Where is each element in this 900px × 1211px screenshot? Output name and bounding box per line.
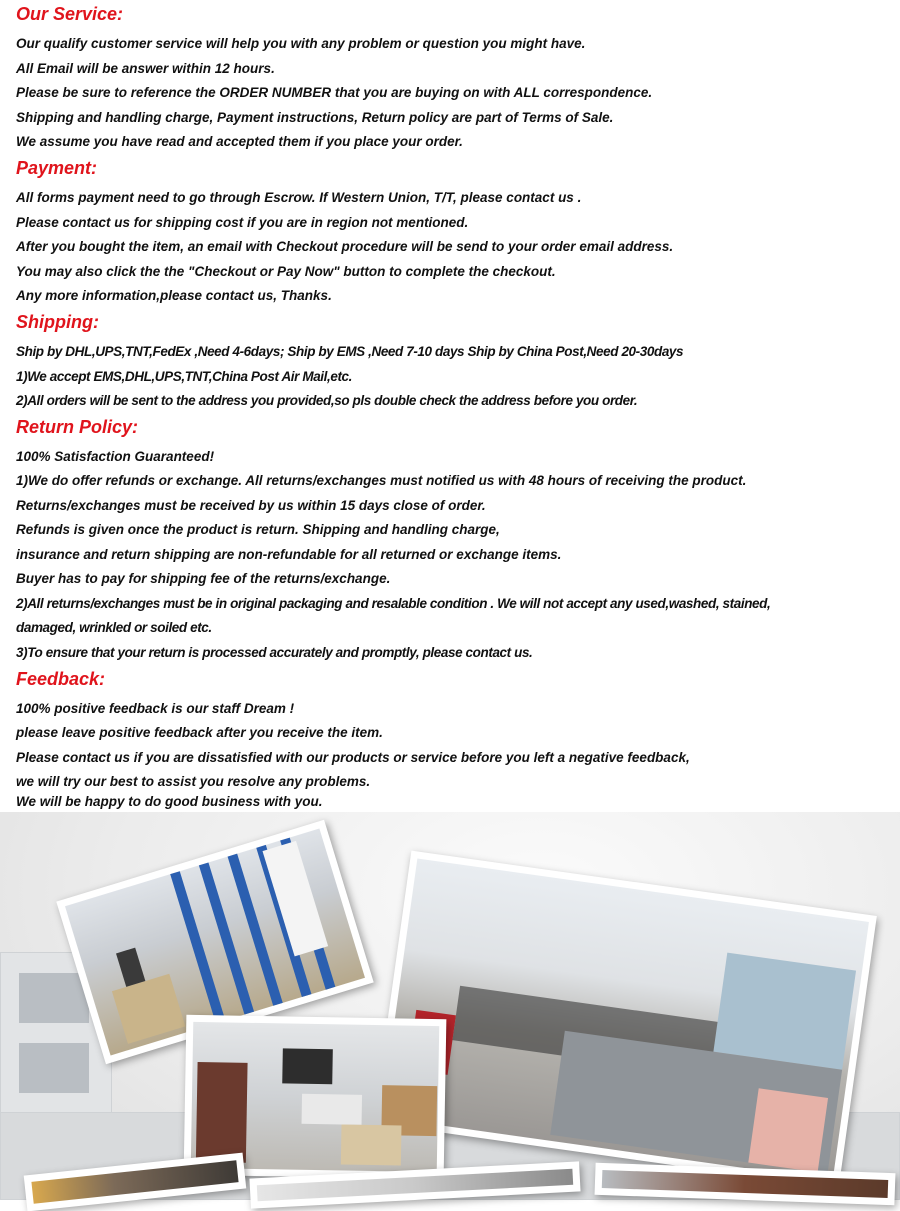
heading-payment: Payment: xyxy=(16,158,98,178)
return-line: Buyer has to pay for shipping fee of the returns/exchange. xyxy=(16,571,391,586)
shipping-line: Ship by DHL,UPS,TNT,FedEx ,Need 4-6days; Ship by EMS ,Need 7-10 days Ship by China Post,Need 20-30days xyxy=(16,344,684,359)
service-line: All Email will be answer within 12 hours. xyxy=(16,61,275,76)
service-line: We assume you have read and accepted them if you place your order. xyxy=(16,134,463,149)
return-line: 3)To ensure that your return is processed accurately and promptly, please contact us. xyxy=(16,645,533,660)
smiling-staff xyxy=(748,1088,828,1172)
worker-figure xyxy=(116,948,145,987)
feedback-line: Please contact us if you are dissatisfied with our products or service before you left a negative feedback, xyxy=(16,750,690,765)
building-window xyxy=(19,1043,89,1093)
payment-line: You may also click the the "Checkout or Pay Now" button to complete the checkout. xyxy=(16,264,556,279)
company-photo-collage xyxy=(0,812,900,1200)
printer xyxy=(302,1094,363,1125)
return-line: 1)We do offer refunds or exchange. All returns/exchanges must notified us with 48 hours of receiving the product. xyxy=(16,473,747,488)
feedback-line: 100% positive feedback is our staff Dream ! xyxy=(16,701,295,716)
service-line: Please be sure to reference the ORDER NUMBER that you are buying on with ALL correspondence. xyxy=(16,85,653,100)
feedback-line: please leave positive feedback after you receive the item. xyxy=(16,725,383,740)
return-line: 100% Satisfaction Guaranteed! xyxy=(16,449,215,464)
feedback-line: we will try our best to assist you resolve any problems. xyxy=(16,774,371,789)
cardboard-box xyxy=(112,974,185,1044)
payment-line: After you bought the item, an email with Checkout procedure will be send to your order email address. xyxy=(16,239,674,254)
worker-figure xyxy=(196,1062,248,1163)
open-box xyxy=(341,1124,402,1165)
heading-shipping: Shipping: xyxy=(16,312,99,332)
return-line: 2)All returns/exchanges must be in original packaging and resalable condition . We will not accept any used,washed, stained, xyxy=(16,596,771,611)
heading-feedback: Feedback: xyxy=(16,669,106,689)
office-window xyxy=(713,953,856,1070)
office-team-photo-image xyxy=(381,859,869,1181)
office-printer-photo-image xyxy=(191,1022,440,1172)
shipping-line: 2)All orders will be sent to the address you provided,so pls double check the address before you order. xyxy=(16,393,638,408)
shipping-line: 1)We accept EMS,DHL,UPS,TNT,China Post Air Mail,etc. xyxy=(16,369,353,384)
heading-our-service: Our Service: xyxy=(16,4,124,24)
building-window xyxy=(19,973,89,1023)
payment-line: Any more information,please contact us, Thanks. xyxy=(16,288,332,303)
payment-line: Please contact us for shipping cost if you are in region not mentioned. xyxy=(16,215,469,230)
return-line: Refunds is given once the product is return. Shipping and handling charge, xyxy=(16,522,500,537)
computer-monitor xyxy=(282,1048,333,1084)
heading-return-policy: Return Policy: xyxy=(16,417,139,437)
return-line: damaged, wrinkled or soiled etc. xyxy=(16,620,212,635)
service-line: Shipping and handling charge, Payment instructions, Return policy are part of Terms of Sale. xyxy=(16,110,614,125)
shop-photo-image xyxy=(602,1170,888,1198)
return-line: Returns/exchanges must be received by us within 15 days close of order. xyxy=(16,498,486,513)
return-line: insurance and return shipping are non-refundable for all returned or exchange items. xyxy=(16,547,562,562)
payment-line: All forms payment need to go through Escrow. If Western Union, T/T, please contact us . xyxy=(16,190,582,205)
feedback-line: We will be happy to do good business with you. xyxy=(16,794,323,809)
service-line: Our qualify customer service will help you with any problem or question you might have. xyxy=(16,36,586,51)
